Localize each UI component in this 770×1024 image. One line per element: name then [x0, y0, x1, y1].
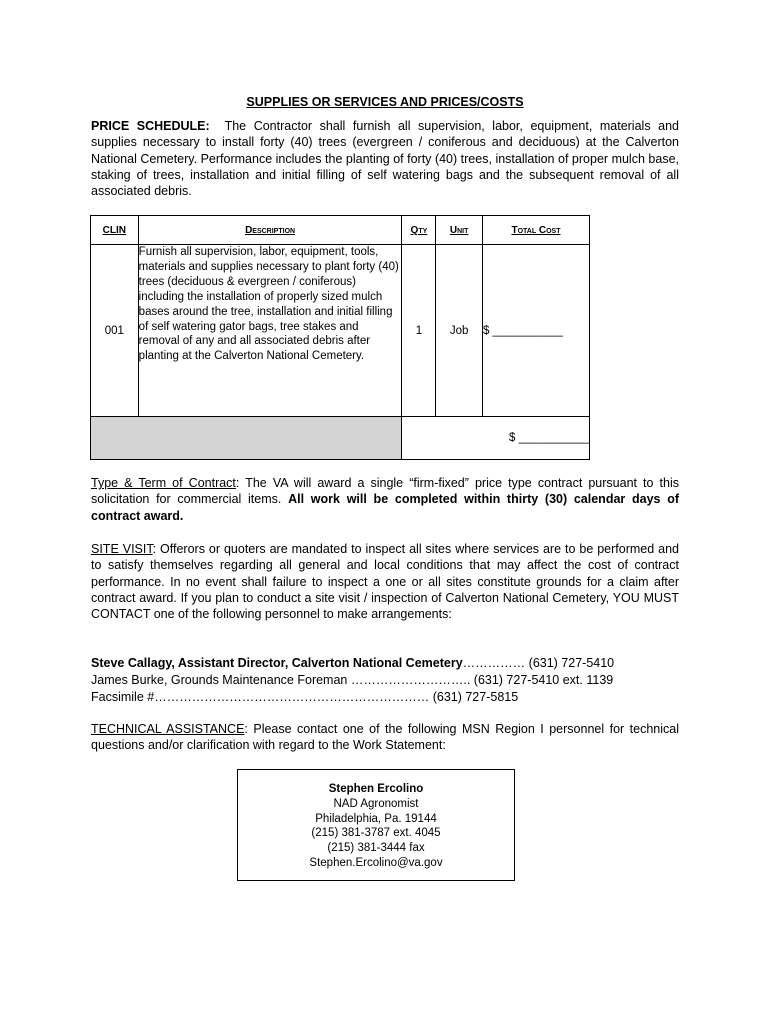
site-visit-text: : Offerors or quoters are mandated to inspect all sites where services are to be performed and to satisfy themselves regarding all general and local conditions that may affect the cost of contract performance. In no event shall failure to inspect a one or all sites constitute grounds for a claim after contract award. If you plan to conduct a site visit / inspection of Calverton National Cemetery, YOU MUST CONTACT one of the following personnel to make arrangements:: [91, 542, 679, 622]
site-visit-label: SITE VISIT: [91, 542, 153, 556]
contact-line-2: [91, 672, 691, 689]
price-schedule-text: The Contractor shall furnish all supervision, labor, equipment, materials and supplies necessary to install forty (40) trees (evergreen / coniferous and deciduous) at the Calverton National Cemetery. Performance includes the planting of forty (40) trees, installation of proper mulch base, staking of trees, installation and initial filling of self watering bags and the subsequent removal of all associated debris.: [91, 119, 679, 199]
cell-description: Furnish all supervision, labor, equipment, tools, materials and supplies necessary to plant forty (40) trees (deciduous & evergreen / coniferous) including the installation of properly sized mulch bases around the tree, installation and initial filling of self watering gator bags, tree stakes and removal of any and all associated debris after planting at the Calverton National Cemetery.: [138, 245, 402, 417]
page-title: SUPPLIES OR SERVICES AND PRICES/COSTS: [246, 95, 524, 109]
type-term-bold: All work will be completed within thirty (30) calendar days of contract award.: [91, 492, 680, 523]
cell-cost: $ ___________: [482, 245, 589, 417]
header-unit: Unit: [436, 216, 483, 245]
technical-text: : Please contact one of the following MSN Region I personnel for technical questions and/or clarification with regard to the Work Statement:: [91, 722, 679, 753]
type-term-text: : The VA will award a single “firm-fixed” price type contract pursuant to this solicitation for commercial items.: [91, 476, 679, 507]
contact-box-email[interactable]: Stephen.Ercolino@va.gov: [309, 856, 443, 869]
contact-name: Facsimile #: [91, 690, 155, 704]
cell-total-cost: $ ___________: [402, 417, 590, 460]
header-qty: Qty: [402, 216, 436, 245]
table-row: [91, 245, 590, 417]
total-shaded-cell: [91, 417, 402, 460]
total-row: [91, 417, 590, 460]
technical-label: TECHNICAL ASSISTANCE: [91, 722, 245, 736]
technical-assistance-paragraph: [91, 721, 679, 754]
contact-box-phone: (215) 381-3787 ext. 4045: [311, 827, 441, 840]
header-total-cost: Total Cost: [482, 216, 589, 245]
contact-phone: (631) 727-5410 ext. 1139: [473, 673, 614, 687]
contact-dots: ……………: [462, 656, 529, 670]
contact-dots: …………………………………………………………: [154, 690, 433, 704]
site-visit-paragraph: [91, 541, 679, 622]
contact-line-3: [91, 689, 691, 706]
contact-box-role: NAD Agronomist: [333, 797, 419, 810]
price-table: [90, 215, 590, 460]
contact-name: Steve Callagy, Assistant Director, Calverton National Cemetery: [91, 656, 463, 670]
contact-box-fax: (215) 381-3444 fax: [327, 842, 425, 855]
cell-unit: Job: [436, 245, 483, 417]
contact-line-1: [91, 655, 691, 672]
price-schedule-paragraph: [91, 118, 679, 199]
contact-box-name: Stephen Ercolino: [328, 783, 424, 795]
cell-clin: 001: [91, 245, 139, 417]
contact-name: James Burke, Grounds Maintenance Foreman: [91, 673, 351, 687]
table-header-row: [91, 216, 590, 245]
contact-dots: ………………………..: [350, 673, 474, 687]
contact-phone: (631) 727-5410: [528, 656, 615, 670]
type-term-paragraph: [91, 475, 679, 524]
contact-box: [237, 769, 515, 881]
price-schedule-label: PRICE SCHEDULE:: [91, 119, 210, 133]
contact-phone: (631) 727-5815: [432, 690, 519, 704]
type-term-label: Type & Term of Contract: [91, 476, 236, 490]
contact-box-city: Philadelphia, Pa. 19144: [315, 812, 437, 825]
header-clin: CLIN: [91, 216, 139, 245]
cell-qty: 1: [402, 245, 436, 417]
header-description: Description: [138, 216, 402, 245]
